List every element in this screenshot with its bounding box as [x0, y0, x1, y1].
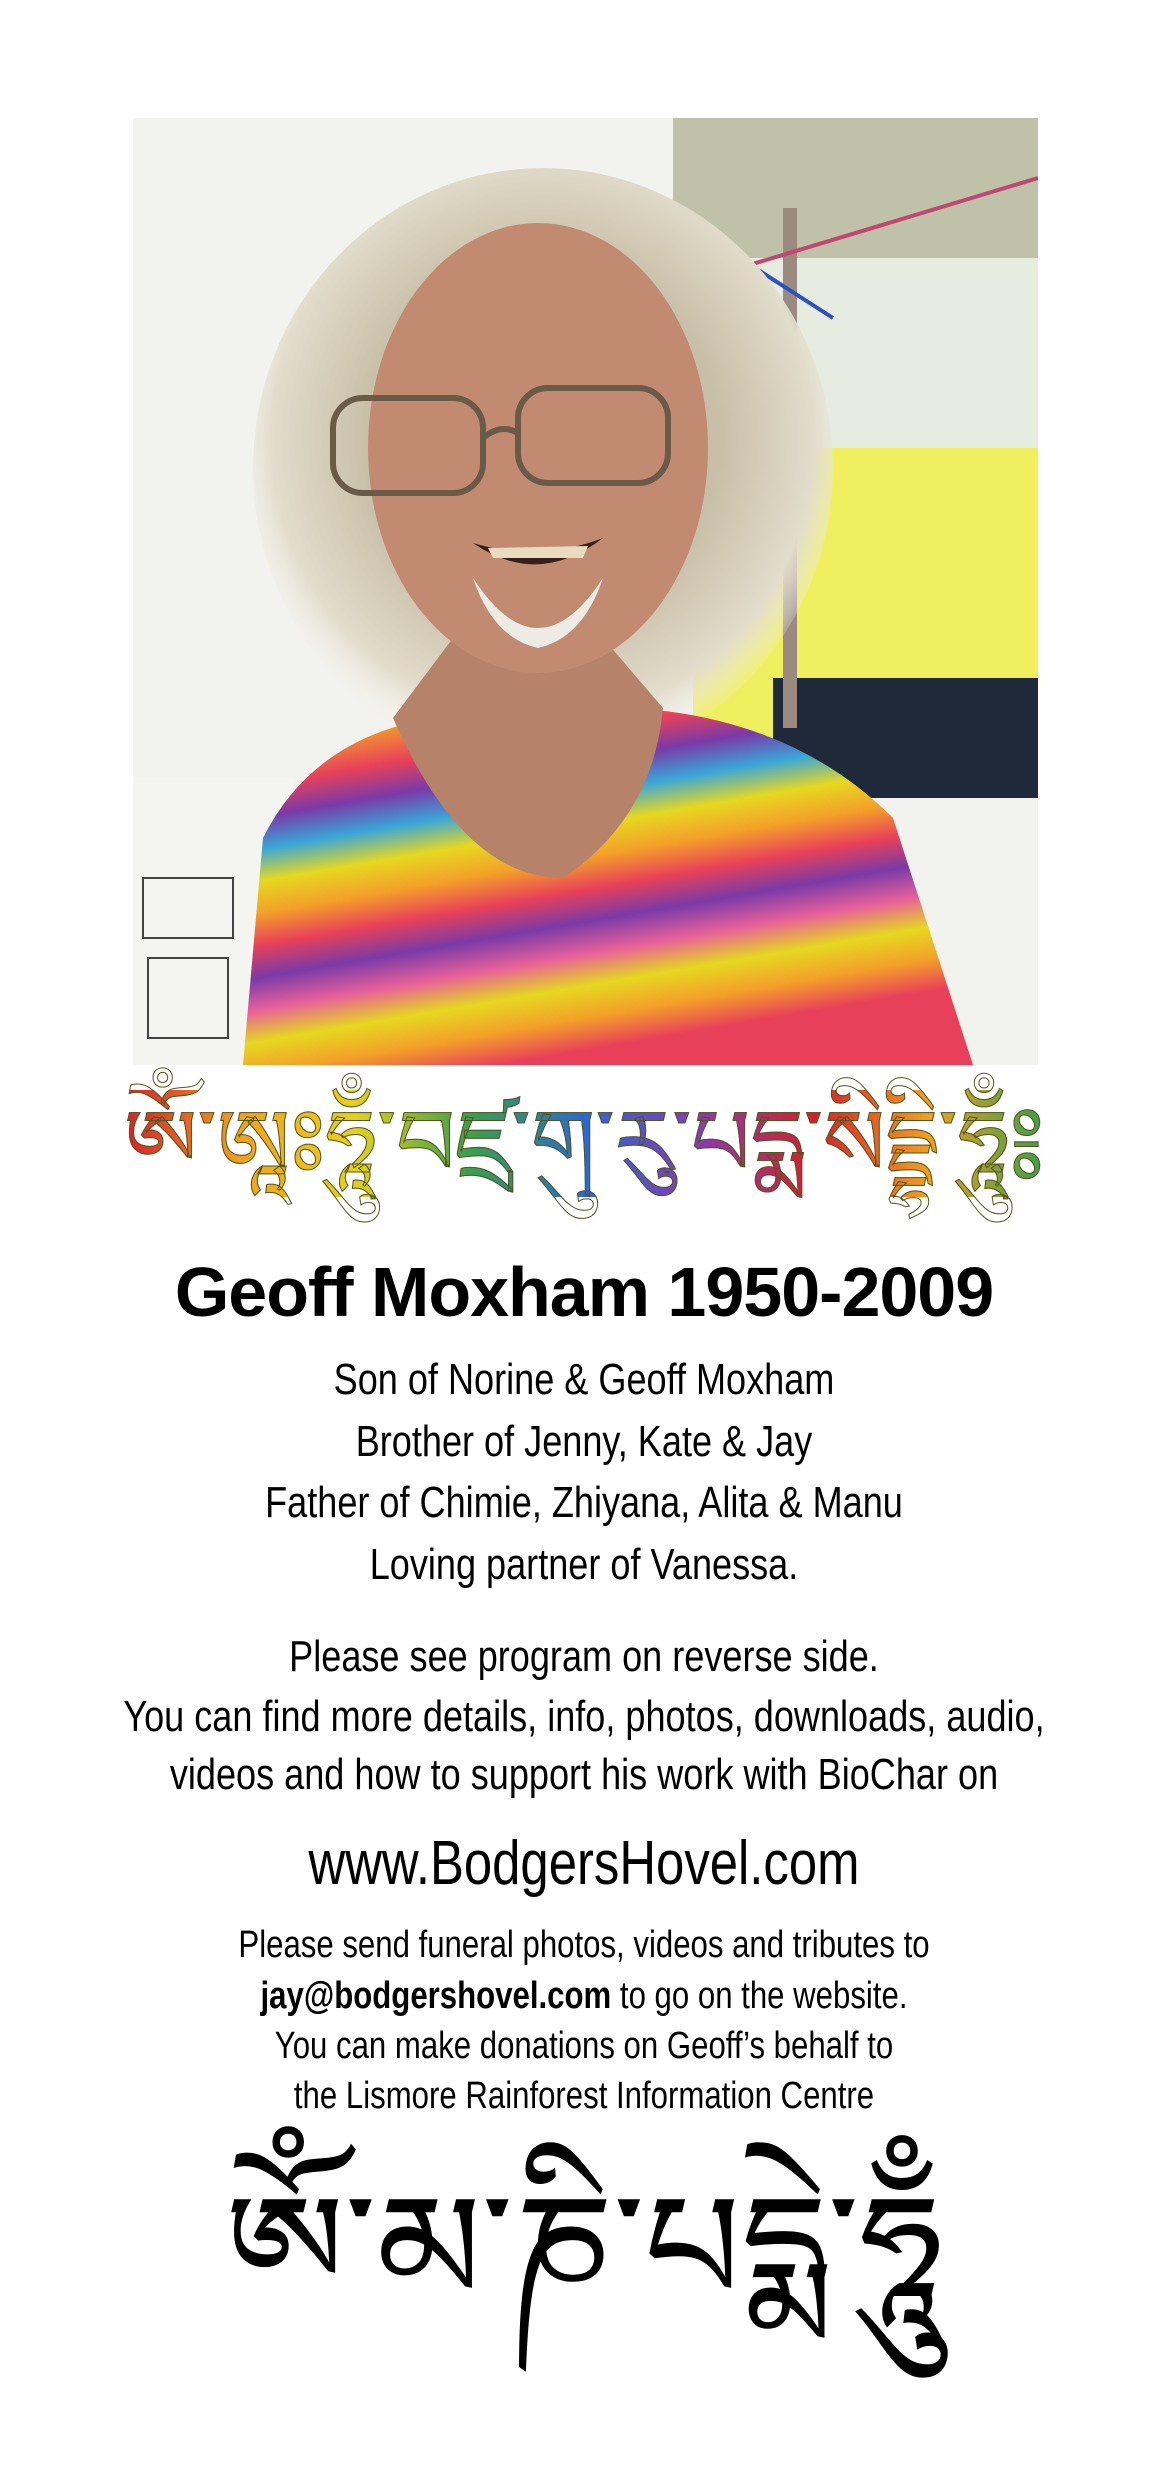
family-line-son: Son of Norine & Geoff Moxham [333, 1355, 835, 1404]
website-link[interactable]: www.BodgersHovel.com [308, 1829, 860, 1898]
contact-line-2-rest: to go on the website. [611, 1975, 908, 2017]
family-line-partner: Loving partner of Vanessa. [369, 1540, 799, 1589]
program-line-2: You can find more details, info, photos, downloads, audio, [123, 1692, 1045, 1741]
program-line-1: Please see program on reverse side. [289, 1632, 879, 1681]
contact-line-3: You can make donations on Geoff’s behalf to [274, 2025, 894, 2067]
family-line-brother: Brother of Jenny, Kate & Jay [355, 1417, 813, 1466]
contact-line-1: Please send funeral photos, videos and tributes to [238, 1924, 930, 1966]
tibetan-mantra-top-text: ཨོཾ་ཨཱཿཧཱུྃ་བཛྲ་གུ་རུ་པདྨ་སིདྡྷི་ཧཱུྃ༔ [123, 1090, 1045, 1197]
memorial-title: Geoff Moxham 1950-2009 [174, 1253, 994, 1331]
portrait-illustration [133, 118, 1038, 1065]
email-link[interactable]: jay@bodgershovel.com [260, 1975, 612, 2017]
program-line-3: videos and how to support his work with BioChar on [169, 1750, 999, 1799]
portrait-photo [133, 118, 1038, 1065]
tibetan-mantra-top [0, 1078, 1168, 1210]
family-line-father: Father of Chimie, Zhiyana, Alita & Manu [265, 1478, 903, 1527]
contact-line-4: the Lismore Rainforest Information Centre [293, 2075, 875, 2117]
tibetan-mantra-bottom: ཨོཾ་མ་ཎི་པདྨེ་ཧཱུྃ [224, 2163, 944, 2337]
contact-line-2 [105, 1975, 1063, 2018]
